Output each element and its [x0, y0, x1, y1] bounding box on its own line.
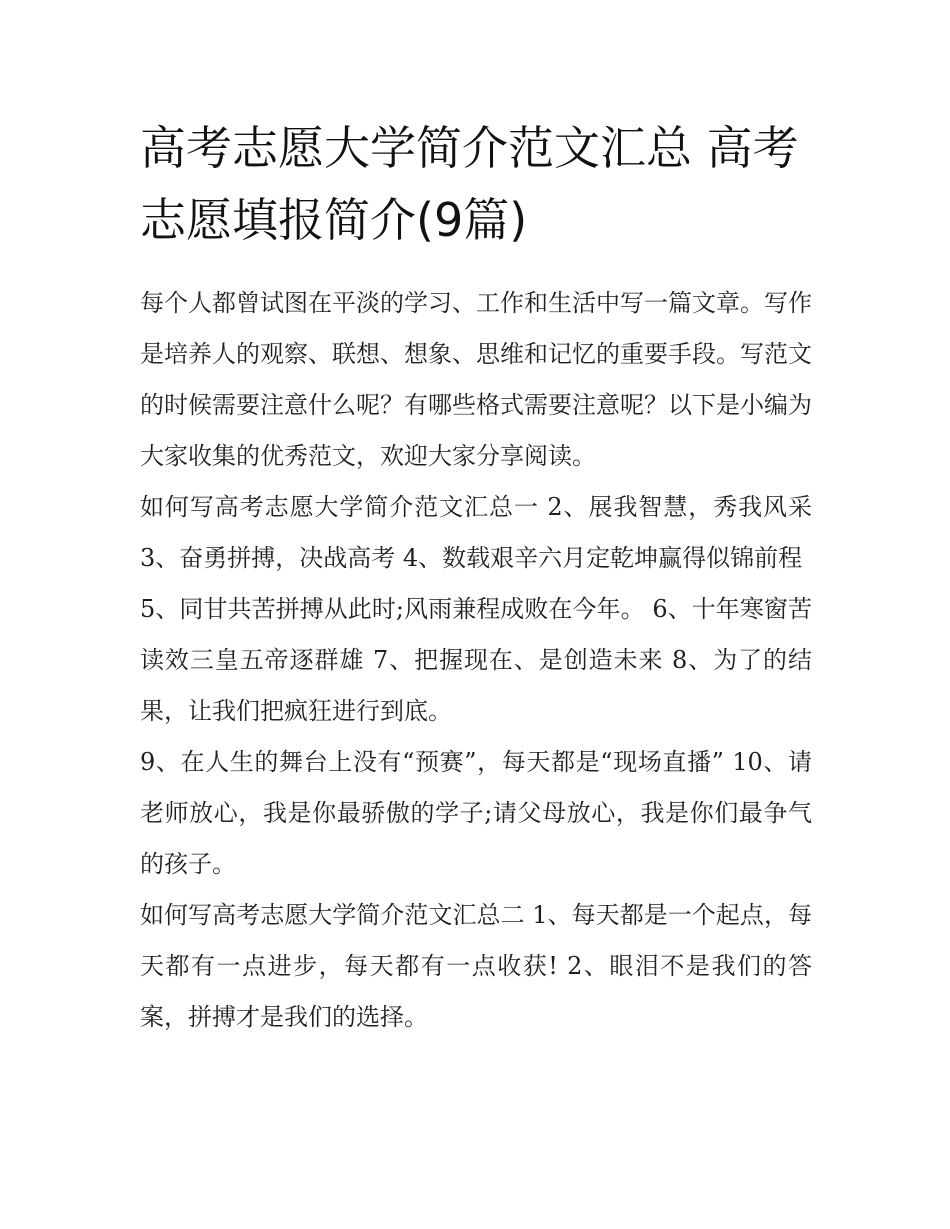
section-one-paragraph: 如何写高考志愿大学简介范文汇总一 2、展我智慧，秀我风采 3、奋勇拼搏，决战高考 4、数载艰辛六月定乾坤赢得似锦前程 [140, 493, 812, 572]
document-body [140, 112, 812, 1043]
slogans-5-8-paragraph: 5、同甘共苦拼搏从此时;风雨兼程成败在今年。 6、十年寒窗苦读效三皇五帝逐群雄 7、把握现在、是创造未来 8、为了的结果，让我们把疯狂进行到底。 [140, 595, 812, 725]
intro-paragraph: 每个人都曾试图在平淡的学习、工作和生活中写一篇文章。写作是培养人的观察、联想、想象、思维和记忆的重要手段。写范文的时候需要注意什么呢？有哪些格式需要注意呢？以下是小编为大家收集的优秀范文，欢迎大家分享阅读。 [140, 289, 812, 470]
document-title: 高考志愿大学简介范文汇总 高考志愿填报简介(9篇) [140, 121, 799, 247]
section-two-paragraph: 如何写高考志愿大学简介范文汇总二 1、每天都是一个起点，每天都有一点进步，每天都有一点收获! 2、眼泪不是我们的答案，拼搏才是我们的选择。 [140, 901, 812, 1031]
slogans-9-10-paragraph: 9、在人生的舞台上没有“预赛”，每天都是“现场直播” 10、请老师放心，我是你最骄傲的学子;请父母放心，我是你们最争气的孩子。 [140, 748, 812, 878]
